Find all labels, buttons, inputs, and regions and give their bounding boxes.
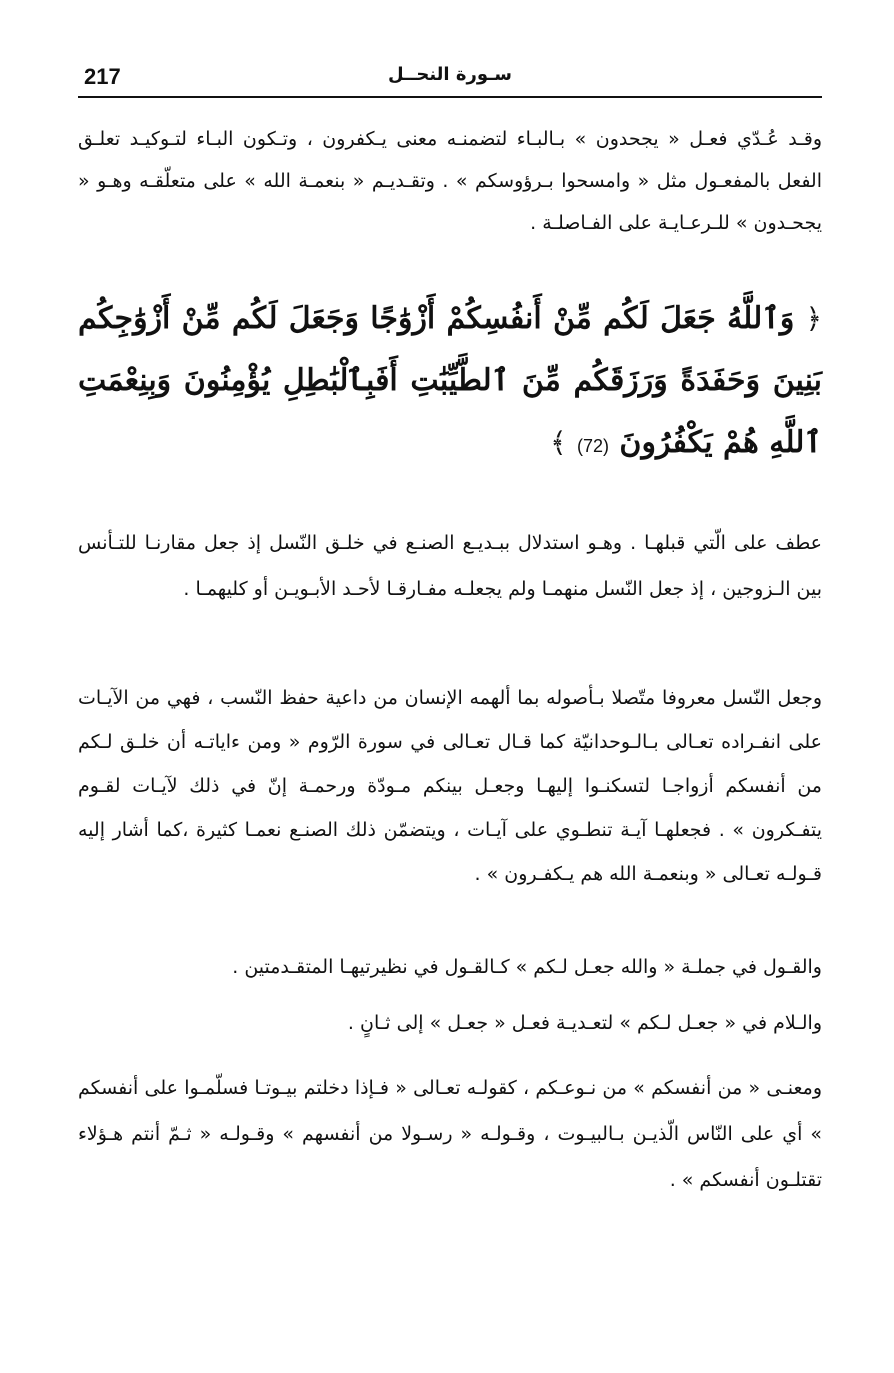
paragraph-text: والـلام في « جعـل لـكم » لتعـديـة فعـل « جعـل » إلى ثـانٍ .	[347, 1012, 822, 1034]
paragraph-text: وجعل النّسل معروفا متّصلا بـأصوله بما ألهمه الإنسان من داعية حفظ النّسب ، فهي من الآيـات على انفـراده تعـالى بـالـوحدانيّة كما قـال تعـالى في سورة الرّوم « ومن ءاياتـه أن خلـق لـكم من أنفسكم أزواجـا لتسكنـوا إليهـا وجعـل بينكم مـودّة ورحمـة إنّ في ذلك لآيـات لقـوم يتفـكرون » . فجعلهـا آيـة تنطـوي على آيـات ، ويتضمّن ذلك الصنـع نعمـا كثيرة ،كما أشار إليه قـولـه تعـالى « وبنعمـة الله هم يـكفـرون » .	[78, 687, 822, 885]
paragraph-text: عطف على الّتي قبلهـا . وهـو استدلال ببـديـع الصنـع في خلـق النّسل إذ جعل مقارنـا للتـأنس بين الـزوجين ، إذ جعل النّسل منهمـا ولم يجعلـه مفـارقـا لأحـد الأبـويـن أو كليهمـا .	[78, 532, 822, 600]
page-header	[78, 58, 822, 98]
verse-close-bracket: ﴾	[550, 426, 567, 459]
paragraph-verse-explanation	[78, 520, 822, 612]
paragraph-text: ومعنـى « من أنفسكم » من نـوعـكم ، كقولـه تعـالى « فـإذا دخلتم بيـوتـا فسلّمـوا على أنفسكم » أي على النّاس الّذيـن بـالبيـوت ، وقـولـه « رسـولا من أنفسهم » وقـولـه « ثـمّ أنتم هـؤلاء تقتلـون أنفسكم » .	[78, 1077, 822, 1191]
verse-line	[78, 288, 822, 477]
verse-number: (72)	[576, 436, 609, 456]
quran-verse	[78, 288, 822, 477]
surah-title: سـورة النحــل	[387, 64, 512, 85]
paragraph-sentence-note	[78, 944, 822, 990]
paragraph-text: وقـد عُـدّي فعـل « يجحدون » بـالبـاء لتضمنـه معنى يـكفرون ، وتـكون البـاء لتـوكيـد تعلـق الفعل بالمفعـول مثل « وامسحوا بـرؤوسكم » . وتقـديـم « بنعمـة الله » على متعلّقـه وهـو « يجحـدون » للـرعـايـة على الفـاصلـة .	[78, 128, 822, 234]
paragraph-meaning-note	[78, 1065, 822, 1203]
paragraph-lam-note	[78, 1000, 822, 1046]
page-number: 217	[84, 64, 121, 89]
paragraph-text: والقـول في جملـة « والله جعـل لـكم » كـالقـول في نظيرتيهـا المتقـدمتين .	[232, 956, 822, 978]
verse-open-bracket: ﴿	[805, 302, 822, 335]
verse-text: وَٱللَّهُ جَعَلَ لَكُم مِّنْ أَنفُسِكُمْ أَزْوَٰجًا وَجَعَلَ لَكُم مِّنْ أَزْوَٰجِكُم بَنِينَ وَحَفَدَةً وَرَزَقَكُم مِّنَ ٱلطَّيِّبَٰتِ أَفَبِٱلْبَٰطِلِ يُؤْمِنُونَ وَبِنِعْمَتِ ٱللَّهِ هُمْ يَكْفُرُونَ	[78, 301, 822, 460]
paragraph-lineage	[78, 676, 822, 896]
paragraph-commentary-intro	[78, 118, 822, 244]
